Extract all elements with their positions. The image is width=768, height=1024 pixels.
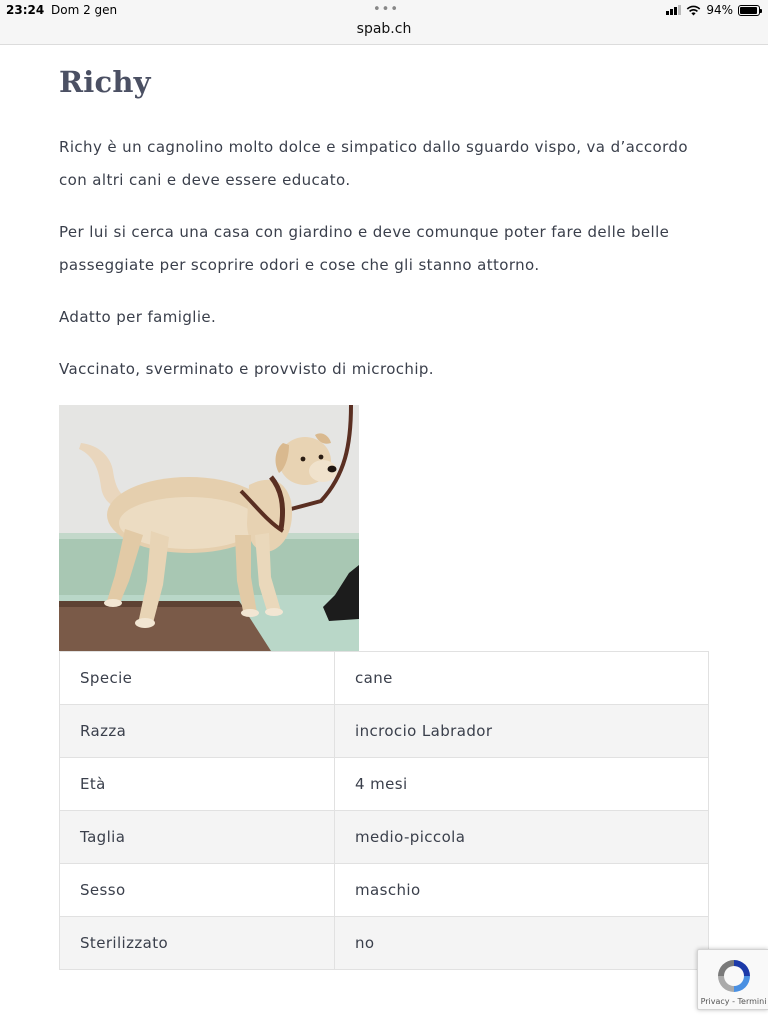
recaptcha-badge[interactable] <box>697 949 768 1010</box>
description-paragraph: Adatto per famiglie. <box>59 308 217 326</box>
recaptcha-icon <box>715 957 753 995</box>
more-dots-icon[interactable]: ••• <box>373 2 400 17</box>
battery-icon <box>738 5 760 16</box>
description-paragraph: Vaccinato, sverminato e provvisto di microchip. <box>59 360 434 378</box>
cellular-signal-icon <box>666 5 681 15</box>
table-cell-label: Sesso <box>60 864 335 917</box>
table-cell-label: Età <box>60 758 335 811</box>
status-indicators <box>666 3 760 17</box>
table-cell-label: Taglia <box>60 811 335 864</box>
status-time: 23:24 <box>6 3 45 17</box>
table-cell-value: 4 mesi <box>335 758 709 811</box>
table-row <box>60 811 709 864</box>
wifi-icon <box>686 5 701 16</box>
recaptcha-privacy-links[interactable]: Privacy - Termini <box>700 997 767 1006</box>
description-paragraph: Per lui si cerca una casa con giardino e deve comunque poter fare delle belle passeggiate per scoprire odori e cose che gli stanno attorno. <box>59 223 670 274</box>
status-date: Dom 2 gen <box>51 3 118 17</box>
page-title: Richy <box>59 65 151 99</box>
battery-percent: 94% <box>706 3 733 17</box>
table-cell-value: maschio <box>335 864 709 917</box>
table-cell-value: medio-piccola <box>335 811 709 864</box>
table-row <box>60 758 709 811</box>
table-cell-value: cane <box>335 652 709 705</box>
table-cell-label: Specie <box>60 652 335 705</box>
address-bar-url[interactable]: spab.ch <box>356 21 412 37</box>
info-table <box>59 651 709 970</box>
description-paragraph: Richy è un cagnolino molto dolce e simpatico dallo sguardo vispo, va d’accordo con altri cani e deve essere educato. <box>59 138 688 189</box>
table-cell-value: incrocio Labrador <box>335 705 709 758</box>
table-row <box>60 652 709 705</box>
article-content <box>59 45 709 970</box>
table-row <box>60 705 709 758</box>
browser-status-bar <box>0 0 768 45</box>
table-cell-value: no <box>335 917 709 970</box>
table-cell-label: Sterilizzato <box>60 917 335 970</box>
battery-fill <box>740 7 757 14</box>
table-cell-label: Razza <box>60 705 335 758</box>
table-row <box>60 864 709 917</box>
table-row <box>60 917 709 970</box>
dog-photo <box>59 405 359 651</box>
